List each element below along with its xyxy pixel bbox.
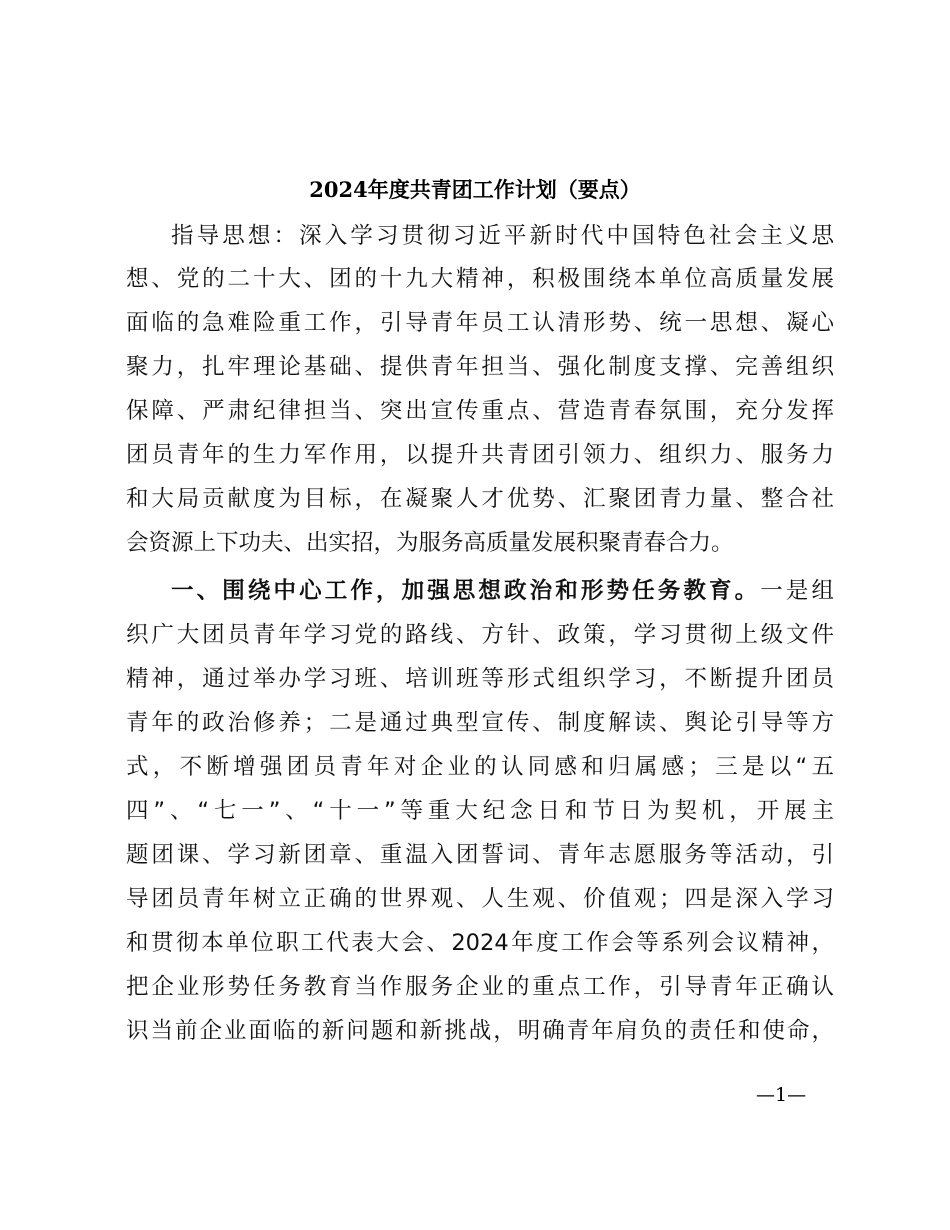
paragraph-line: 把企业形势任务教育当作服务企业的重点工作，引导青年正确认	[126, 974, 834, 1000]
paragraph-line: 青年的政治修养；二是通过典型宣传、制度解读、舆论引导等方	[126, 710, 834, 736]
document-title: 2024年度共青团工作计划（要点）	[309, 177, 641, 202]
paragraph-line: 题团课、学习新团章、重温入团誓词、青年志愿服务等活动，引	[126, 842, 834, 868]
section-heading-line	[171, 578, 834, 604]
paragraph-line: 聚力，扎牢理论基础、提供青年担当、强化制度支撑、完善组织	[126, 354, 834, 380]
paragraph-line: 和大局贡献度为目标，在凝聚人才优势、汇聚团青力量、整合社	[126, 486, 834, 512]
paragraph-line: 精神，通过举办学习班、培训班等形式组织学习，不断提升团员	[126, 666, 834, 692]
page-number: —1—	[756, 1084, 807, 1106]
paragraph-line: 指导思想：深入学习贯彻习近平新时代中国特色社会主义思	[171, 223, 834, 249]
paragraph-line: 保障、严肃纪律担当、突出宣传重点、营造青春氛围，充分发挥	[126, 398, 834, 424]
paragraph-line: 式，不断增强团员青年对企业的认同感和归属感；三是以“五	[126, 754, 834, 780]
section-1-heading: 一、围绕中心工作，加强思想政治和形势任务教育。	[171, 578, 761, 604]
paragraph-line: 织广大团员青年学习党的路线、方针、政策，学习贯彻上级文件	[126, 622, 834, 648]
section-1-first-text: 一是组	[760, 578, 834, 604]
paragraph-line: 想、党的二十大、团的十九大精神，积极围绕本单位高质量发展	[126, 266, 834, 292]
paragraph-line: 四”、“七一”、“十一”等重大纪念日和节日为契机，开展主	[126, 798, 834, 824]
paragraph-line: 团员青年的生力军作用，以提升共青团引领力、组织力、服务力	[126, 442, 834, 468]
paragraph-line: 识当前企业面临的新问题和新挑战，明确青年肩负的责任和使命，	[126, 1018, 834, 1044]
paragraph-line: 导团员青年树立正确的世界观、人生观、价值观；四是深入学习	[126, 886, 834, 912]
paragraph-line: 会资源上下功夫、出实招，为服务高质量发展积聚青春合力。	[126, 530, 734, 556]
paragraph-line: 和贯彻本单位职工代表大会、2024年度工作会等系列会议精神，	[126, 930, 834, 956]
paragraph-line: 面临的急难险重工作，引导青年员工认清形势、统一思想、凝心	[126, 310, 834, 336]
